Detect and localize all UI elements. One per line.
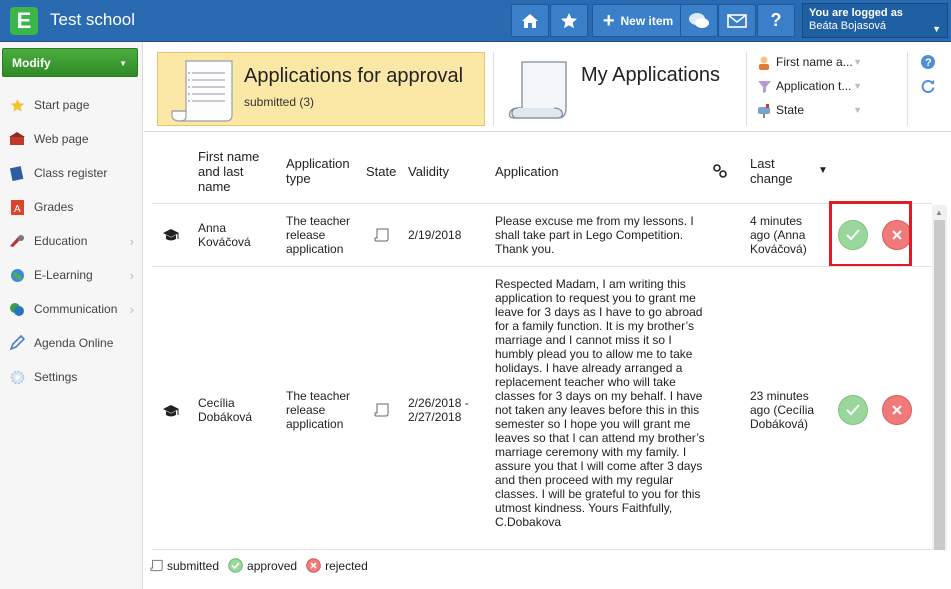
education-icon bbox=[9, 233, 25, 249]
class-register-icon bbox=[9, 165, 25, 181]
envelope-icon bbox=[727, 14, 747, 28]
chevron-right-icon: › bbox=[129, 233, 134, 249]
sidebar-item-start-page[interactable] bbox=[0, 90, 142, 120]
validity: 2/19/2018 bbox=[408, 228, 462, 242]
chevron-down-icon: ▼ bbox=[853, 81, 862, 91]
favorites-button[interactable] bbox=[550, 4, 588, 37]
chevron-down-icon: ▼ bbox=[119, 59, 127, 68]
sidebar-item-label: Education bbox=[34, 234, 88, 248]
highlight-frame bbox=[829, 201, 912, 267]
column-header-last-change[interactable]: Last change bbox=[750, 156, 793, 186]
new-item-label: New item bbox=[620, 13, 674, 28]
sidebar-item-label: Agenda Online bbox=[34, 336, 114, 350]
legend-submitted bbox=[150, 559, 219, 573]
svg-text:A: A bbox=[13, 203, 21, 215]
sidebar-item-label: Grades bbox=[34, 200, 74, 214]
application-type: The teacher release application bbox=[286, 389, 351, 431]
sidebar-item-education[interactable] bbox=[0, 226, 142, 256]
chevron-down-icon: ▼ bbox=[853, 57, 862, 67]
last-change: 23 minutes ago (Cecília Dobáková) bbox=[750, 389, 815, 431]
state-legend bbox=[150, 558, 377, 573]
chat-bubbles-icon bbox=[688, 12, 710, 30]
help-label: ? bbox=[770, 10, 782, 30]
star-icon bbox=[560, 12, 578, 30]
mailbox-icon bbox=[757, 102, 773, 118]
modify-button[interactable] bbox=[2, 48, 138, 77]
column-header-type[interactable]: Application type bbox=[286, 156, 350, 186]
logged-as-label: You are logged as bbox=[809, 7, 903, 19]
divider bbox=[907, 52, 908, 126]
sidebar-item-label: Start page bbox=[34, 98, 90, 112]
help-circle-icon[interactable] bbox=[920, 54, 936, 73]
funnel-icon bbox=[757, 78, 773, 94]
new-item-button[interactable] bbox=[592, 4, 684, 37]
vertical-scrollbar[interactable] bbox=[932, 205, 947, 550]
home-button[interactable] bbox=[511, 4, 549, 37]
communication-icon bbox=[9, 301, 25, 317]
filter-label: Application t... bbox=[776, 79, 852, 93]
plus-icon: + bbox=[602, 9, 615, 32]
grades-icon bbox=[9, 199, 25, 215]
rejected-state-icon bbox=[306, 558, 321, 573]
column-header-application[interactable]: Application bbox=[495, 164, 559, 179]
chevron-right-icon: › bbox=[129, 267, 134, 283]
sort-desc-icon[interactable]: ▼ bbox=[818, 165, 828, 176]
sidebar-item-label: Settings bbox=[34, 370, 78, 384]
svg-text:?: ? bbox=[925, 57, 932, 69]
user-menu[interactable] bbox=[802, 3, 948, 38]
school-name[interactable]: Test school bbox=[50, 10, 136, 29]
validity: 2/26/2018 - 2/27/2018 bbox=[408, 396, 469, 424]
app-logo[interactable]: E bbox=[10, 7, 38, 35]
header-divider bbox=[152, 203, 932, 204]
applicant-name: Cecília Dobáková bbox=[198, 396, 253, 424]
legend-label: approved bbox=[247, 558, 298, 573]
sidebar-item-web-page[interactable] bbox=[0, 124, 142, 154]
approve-button[interactable] bbox=[838, 395, 868, 425]
scroll-up-icon[interactable]: ▲ bbox=[935, 208, 943, 217]
legend-label: submitted bbox=[167, 558, 220, 573]
sidebar-item-communication[interactable] bbox=[0, 294, 142, 324]
chevron-down-icon: ▼ bbox=[853, 105, 862, 115]
my-applications-card[interactable] bbox=[498, 52, 743, 126]
link-icon[interactable] bbox=[713, 164, 727, 181]
sidebar-item-label: Web page bbox=[34, 132, 89, 146]
row-divider bbox=[152, 266, 932, 267]
application-text: Respected Madam, I am writing this application to request you to grant me leave for 3 days as I have to go abroad for a family function. It is my brother’s marriage and I cannot miss it so I humbly plead you to allow me to take holidays. I have already arranged a replacement teacher who will take classes for 3 days on my behalf. I have not taken any leaves before this in this semester so I hope you will grant me leaves so that I can attend my brother’s marriage ceremony with my family. I assure you that I will come after 3 days and then proceed with my regular classes. I will be grateful to you for this utmost kindness. Yours Faithfully, C.Dobakova bbox=[495, 277, 705, 529]
graduation-cap-icon bbox=[162, 228, 180, 245]
sidebar-item-label: Communication bbox=[34, 302, 118, 316]
view-header bbox=[144, 42, 951, 132]
pen-icon bbox=[9, 335, 25, 351]
sidebar-item-settings[interactable] bbox=[0, 362, 142, 392]
submitted-state-icon bbox=[374, 403, 389, 420]
sidebar bbox=[0, 42, 143, 589]
card-title: Applications for approval bbox=[244, 65, 464, 87]
close-icon bbox=[891, 404, 903, 416]
sidebar-item-label: E-Learning bbox=[34, 268, 93, 282]
card-title: My Applications bbox=[581, 64, 720, 86]
filter-application-type[interactable] bbox=[757, 75, 862, 97]
column-header-state[interactable]: State bbox=[366, 164, 397, 179]
card-subtitle: submitted (3) bbox=[244, 95, 315, 109]
chevron-right-icon: › bbox=[129, 301, 134, 317]
person-icon bbox=[757, 54, 773, 70]
sidebar-item-label: Class register bbox=[34, 166, 108, 180]
column-header-validity[interactable]: Validity bbox=[408, 164, 449, 179]
modify-label: Modify bbox=[12, 56, 51, 70]
reject-button[interactable] bbox=[882, 395, 912, 425]
sidebar-item-e-learning[interactable] bbox=[0, 260, 142, 290]
star-icon bbox=[9, 97, 25, 113]
legend-approved bbox=[228, 558, 297, 573]
sidebar-item-agenda-online[interactable] bbox=[0, 328, 142, 358]
column-header-name[interactable]: First name and last name bbox=[198, 149, 260, 194]
application-text: Please excuse me from my lessons. I shall take part in Lego Competition. Thank you. bbox=[495, 214, 694, 256]
graduation-cap-icon bbox=[162, 404, 180, 421]
filter-name[interactable] bbox=[757, 51, 862, 73]
filter-label: State bbox=[776, 103, 805, 117]
sidebar-item-class-register[interactable] bbox=[0, 158, 142, 188]
sidebar-item-grades[interactable] bbox=[0, 192, 142, 222]
home-icon bbox=[521, 13, 539, 29]
messages-button[interactable] bbox=[680, 4, 718, 37]
legend-label: rejected bbox=[325, 558, 368, 573]
scrollbar-thumb[interactable] bbox=[934, 220, 945, 550]
gear-icon bbox=[9, 369, 25, 385]
row-divider bbox=[152, 549, 932, 550]
legend-rejected bbox=[306, 558, 368, 573]
top-bar bbox=[0, 0, 951, 42]
divider bbox=[493, 52, 494, 126]
applications-for-approval-card[interactable] bbox=[157, 52, 485, 126]
mail-button[interactable] bbox=[718, 4, 756, 37]
globe-icon bbox=[9, 267, 25, 283]
last-change: 4 minutes ago (Anna Kováčová) bbox=[750, 214, 807, 256]
applicant-name: Anna Kováčová bbox=[198, 221, 251, 249]
divider bbox=[746, 52, 747, 126]
application-type: The teacher release application bbox=[286, 214, 351, 256]
approved-state-icon bbox=[228, 558, 243, 573]
submitted-state-icon bbox=[150, 559, 163, 572]
help-button[interactable] bbox=[757, 4, 795, 37]
check-icon bbox=[846, 404, 860, 416]
document-list-icon bbox=[170, 59, 238, 123]
refresh-icon[interactable] bbox=[920, 78, 936, 97]
filter-label: First name a... bbox=[776, 55, 853, 69]
filter-state[interactable] bbox=[757, 99, 862, 121]
web-icon bbox=[9, 131, 25, 147]
user-name: Beáta Bojasová bbox=[809, 20, 887, 32]
scroll-document-icon bbox=[508, 58, 572, 124]
chevron-down-icon: ▼ bbox=[932, 24, 941, 34]
submitted-state-icon bbox=[374, 228, 389, 245]
